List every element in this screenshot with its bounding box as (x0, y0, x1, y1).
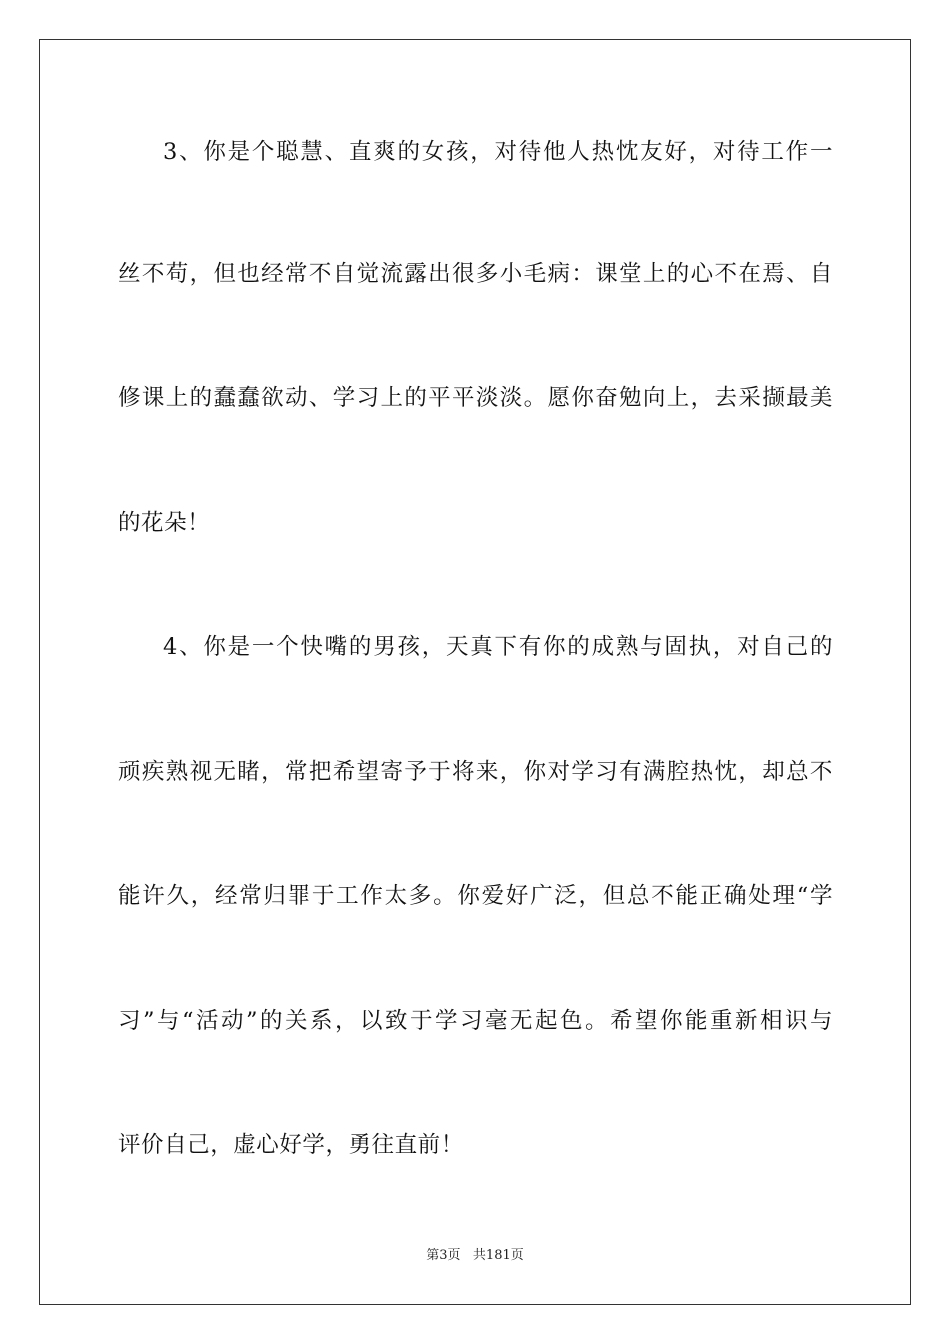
paragraph-2-line-3: 能许久，经常归罪于工作太多。你爱好广泛，但总不能正确处理“学 (118, 883, 833, 909)
total-pages: 共181页 (472, 1248, 524, 1263)
paragraph-2-line-5: 评价自己，虚心好学，勇往直前！ (118, 1132, 464, 1158)
paragraph-1-line-4: 的花朵！ (118, 510, 211, 536)
paragraph-2-line-1: 4、你是一个快嘴的男孩，天真下有你的成熟与固执，对自己的 (163, 634, 833, 660)
paragraph-2-line-2: 顽疾熟视无睹，常把希望寄予于将来，你对学习有满腔热忱，却总不 (118, 759, 833, 785)
page-border (39, 39, 911, 1305)
page-number: 第3页 (426, 1248, 461, 1263)
paragraph-1-line-3: 修课上的蠢蠢欲动、学习上的平平淡淡。愿你奋勉向上，去采撷最美 (118, 385, 833, 411)
paragraph-2-line-4: 习”与“活动”的关系，以致于学习毫无起色。希望你能重新相识与 (118, 1008, 833, 1034)
paragraph-1-line-1: 3、你是个聪慧、直爽的女孩，对待他人热忱友好，对待工作一 (163, 139, 833, 165)
paragraph-1-line-2: 丝不苟，但也经常不自觉流露出很多小毛病：课堂上的心不在焉、自 (118, 261, 833, 287)
page-footer (0, 1247, 950, 1265)
